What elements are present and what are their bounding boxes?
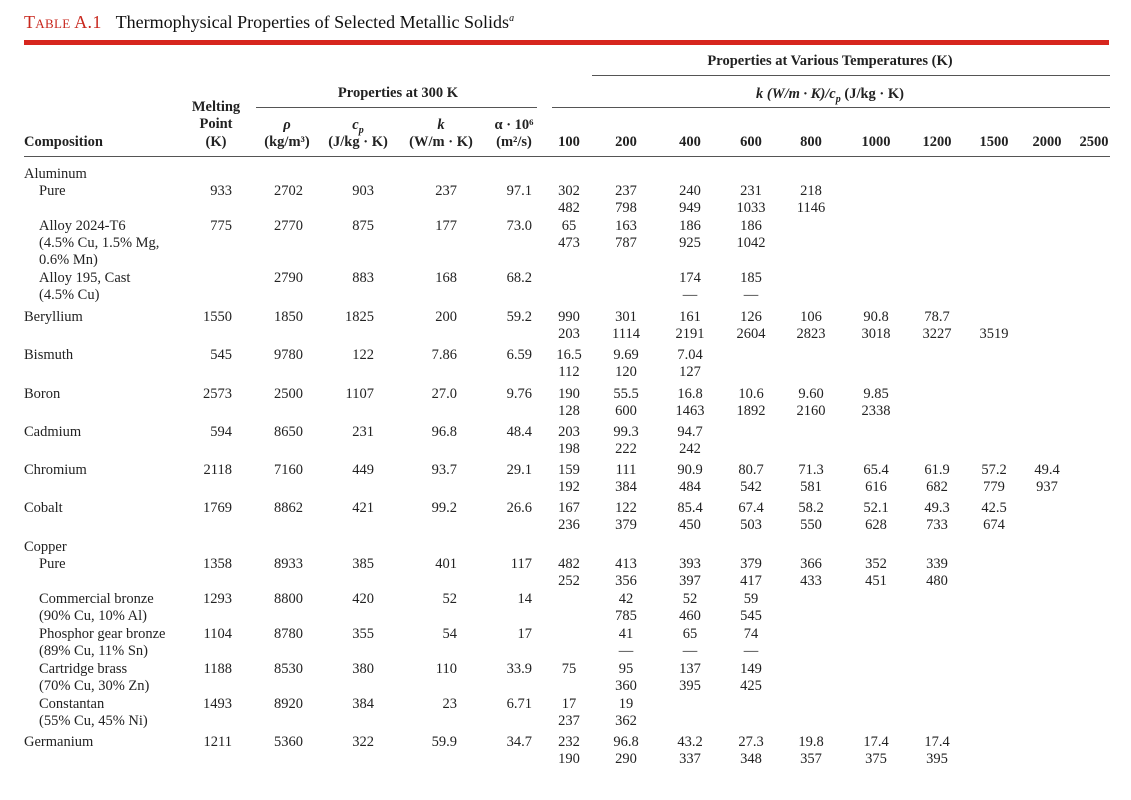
cp-value-cell: 2160	[796, 403, 826, 419]
k-value-cell: 96.8	[613, 734, 639, 750]
cp-value-cell: 949	[679, 200, 701, 216]
cp-value-cell: 480	[926, 573, 948, 589]
cp-value-cell: 397	[679, 573, 701, 589]
cp-value-cell: 222	[615, 441, 637, 457]
rho-cell: 8530	[274, 661, 303, 677]
k-value-cell: 49.4	[1034, 462, 1060, 478]
k-value-cell: 52.1	[863, 500, 889, 516]
alpha-cell: 26.6	[506, 500, 532, 516]
cp-value-cell: 779	[983, 479, 1005, 495]
cp-value-cell: 348	[740, 751, 762, 767]
alpha-cell: 17	[517, 626, 532, 642]
cp-value-cell: 545	[740, 608, 762, 624]
composition-cell: (70% Cu, 30% Zn)	[39, 678, 150, 694]
k-value-cell: 9.69	[613, 347, 639, 363]
cp-value-cell: 120	[615, 364, 637, 380]
k-value-cell: 352	[865, 556, 887, 572]
rho-cell: 9780	[274, 347, 303, 363]
k-symbol: k	[437, 117, 445, 133]
k-value-cell: 16.5	[556, 347, 582, 363]
melting-header-line-2: Point	[199, 116, 233, 132]
various-temps-header: Properties at Various Temperatures (K)	[707, 53, 953, 69]
temp-header-2500: 2500	[1079, 134, 1109, 150]
mp-cell: 1188	[203, 661, 232, 677]
mp-cell: 1358	[203, 556, 232, 572]
cp-value-cell: 198	[558, 441, 580, 457]
mp-cell: 1293	[203, 591, 232, 607]
cp-value-cell: 192	[558, 479, 580, 495]
k-value-cell: 413	[615, 556, 637, 572]
k-value-cell: 232	[558, 734, 580, 750]
mp-cell: 1493	[203, 696, 232, 712]
alpha-cell: 48.4	[506, 424, 532, 440]
rho-cell: 7160	[274, 462, 303, 478]
mp-cell: 775	[210, 218, 232, 234]
cp-value-cell: 190	[558, 751, 580, 767]
k-cell: 237	[435, 183, 457, 199]
cp-value-cell: 1042	[736, 235, 766, 251]
k-value-cell: 137	[679, 661, 701, 677]
mp-cell: 545	[210, 347, 232, 363]
cp-value-cell: 417	[740, 573, 762, 589]
k-value-cell: 16.8	[677, 386, 703, 402]
mp-cell: 2118	[203, 462, 232, 478]
alpha-cell: 14	[517, 591, 532, 607]
alpha-cell: 59.2	[506, 309, 532, 325]
k-cell: 93.7	[431, 462, 457, 478]
k-cell: 96.8	[431, 424, 457, 440]
rho-unit: (kg/m³)	[264, 134, 310, 150]
alpha-cell: 29.1	[506, 462, 532, 478]
rho-cell: 8780	[274, 626, 303, 642]
alpha-symbol: α · 10⁶	[494, 117, 534, 133]
cp-value-cell: 451	[865, 573, 887, 589]
k-value-cell: 379	[740, 556, 762, 572]
cp-value-cell: 3018	[861, 326, 891, 342]
k-value-cell: 58.2	[798, 500, 824, 516]
k-cell: 59.9	[431, 734, 457, 750]
cp-value-cell: —	[682, 287, 698, 303]
k-value-cell: 94.7	[677, 424, 703, 440]
k-value-cell: 339	[926, 556, 948, 572]
cp-value-cell: 616	[865, 479, 887, 495]
k-value-cell: 75	[561, 661, 577, 677]
k-unit: (W/m · K)	[409, 134, 473, 150]
composition-cell: Cobalt	[24, 500, 63, 516]
composition-cell: (89% Cu, 11% Sn)	[39, 643, 149, 659]
cp-unit: (J/kg · K)	[328, 134, 388, 150]
cp-value-cell: 237	[558, 713, 580, 729]
cp-cell: 122	[352, 347, 374, 363]
k-cp-header: k $(W/m \cdot K)/c_p$ (J/kg · K)	[756, 86, 904, 105]
alpha-cell: 73.0	[506, 218, 532, 234]
alpha-cell: 33.9	[506, 661, 532, 677]
cp-cell: 420	[352, 591, 374, 607]
k-value-cell: 7.04	[677, 347, 703, 363]
k-cell: 23	[442, 696, 457, 712]
cp-value-cell: 203	[558, 326, 580, 342]
k-value-cell: 9.60	[798, 386, 824, 402]
rho-cell: 8933	[274, 556, 303, 572]
rho-cell: 5360	[274, 734, 303, 750]
k-value-cell: 49.3	[924, 500, 950, 516]
cp-value-cell: 484	[679, 479, 701, 495]
k-value-cell: 85.4	[677, 500, 703, 516]
composition-cell: Constantan	[39, 696, 105, 712]
composition-cell: 0.6% Mn)	[39, 252, 98, 268]
k-value-cell: 9.85	[863, 386, 889, 402]
k-cell: 177	[435, 218, 457, 234]
cp-value-cell: 2191	[675, 326, 705, 342]
rho-cell: 8650	[274, 424, 303, 440]
composition-cell: Bismuth	[24, 347, 74, 363]
mp-cell: 2573	[203, 386, 232, 402]
composition-cell: Beryllium	[24, 309, 83, 325]
k-value-cell: 27.3	[738, 734, 764, 750]
cp-cell: 385	[352, 556, 374, 572]
k-value-cell: 218	[800, 183, 822, 199]
rho-symbol: ρ	[283, 117, 291, 133]
cp-value-cell: 581	[800, 479, 822, 495]
k-value-cell: 231	[740, 183, 762, 199]
k-value-cell: 393	[679, 556, 701, 572]
header-rule-k-cp	[552, 107, 1110, 108]
k-cell: 27.0	[431, 386, 457, 402]
cp-value-cell: 242	[679, 441, 701, 457]
cp-value-cell: 798	[615, 200, 637, 216]
cp-value-cell: 375	[865, 751, 887, 767]
k-value-cell: 90.9	[677, 462, 703, 478]
k-value-cell: 190	[558, 386, 580, 402]
cp-value-cell: 473	[558, 235, 580, 251]
k-value-cell: 122	[615, 500, 637, 516]
cp-cell: 380	[352, 661, 374, 677]
k-value-cell: 19.8	[798, 734, 824, 750]
k-value-cell: 111	[615, 462, 637, 478]
k-value-cell: 174	[679, 270, 701, 286]
k-value-cell: 240	[679, 183, 701, 199]
mp-cell: 933	[210, 183, 232, 199]
composition-cell: (90% Cu, 10% Al)	[39, 608, 147, 624]
table-caption	[24, 12, 514, 33]
cp-value-cell: 290	[615, 751, 637, 767]
k-value-cell: 71.3	[798, 462, 824, 478]
k-value-cell: 74	[743, 626, 759, 642]
k-value-cell: 99.3	[613, 424, 639, 440]
cp-value-cell: 3519	[979, 326, 1009, 342]
composition-cell: (55% Cu, 45% Ni)	[39, 713, 148, 729]
cp-value-cell: 1114	[612, 326, 640, 342]
k-value-cell: 41	[618, 626, 634, 642]
k-value-cell: 80.7	[738, 462, 764, 478]
cp-cell: 1825	[345, 309, 374, 325]
melting-header-line-1: Melting	[191, 99, 241, 115]
temp-header-1200: 1200	[922, 134, 952, 150]
k-value-cell: 126	[740, 309, 762, 325]
cp-cell: 355	[352, 626, 374, 642]
composition-cell: Phosphor gear bronze	[39, 626, 166, 642]
k-value-cell: 203	[558, 424, 580, 440]
cp-value-cell: —	[743, 643, 759, 659]
cp-value-cell: 362	[615, 713, 637, 729]
cp-value-cell: 787	[615, 235, 637, 251]
k-value-cell: 366	[800, 556, 822, 572]
composition-cell: Chromium	[24, 462, 87, 478]
cp-value-cell: 112	[558, 364, 580, 380]
k-value-cell: 161	[679, 309, 701, 325]
cp-value-cell: 1463	[675, 403, 705, 419]
cp-cell: 883	[352, 270, 374, 286]
cp-value-cell: —	[618, 643, 634, 659]
k-value-cell: 17	[561, 696, 577, 712]
alpha-cell: 6.59	[506, 347, 532, 363]
cp-value-cell: —	[682, 643, 698, 659]
cp-value-cell: 395	[679, 678, 701, 694]
header-rule-bottom	[24, 156, 1110, 157]
cp-value-cell: 1033	[736, 200, 766, 216]
cp-value-cell: 925	[679, 235, 701, 251]
alpha-cell: 68.2	[506, 270, 532, 286]
k-value-cell: 95	[618, 661, 634, 677]
cp-value-cell: 425	[740, 678, 762, 694]
temp-header-600: 600	[740, 134, 762, 150]
rho-cell: 2790	[274, 270, 303, 286]
k-value-cell: 65	[682, 626, 698, 642]
cp-value-cell: 384	[615, 479, 637, 495]
cp-cell: 449	[352, 462, 374, 478]
cp-value-cell: 360	[615, 678, 637, 694]
mp-cell: 594	[210, 424, 232, 440]
temp-header-1500: 1500	[979, 134, 1009, 150]
k-cell: 54	[442, 626, 457, 642]
temp-header-1000: 1000	[861, 134, 891, 150]
header-rule-props-300	[256, 107, 537, 108]
k-value-cell: 52	[682, 591, 698, 607]
cp-value-cell: 1892	[736, 403, 766, 419]
k-value-cell: 185	[740, 270, 762, 286]
temp-header-2000: 2000	[1032, 134, 1062, 150]
k-value-cell: 159	[558, 462, 580, 478]
alpha-cell: 9.76	[506, 386, 532, 402]
rho-cell: 2702	[274, 183, 303, 199]
k-value-cell: 42.5	[981, 500, 1007, 516]
k-value-cell: 301	[615, 309, 637, 325]
k-value-cell: 59	[743, 591, 759, 607]
composition-cell: Cadmium	[24, 424, 82, 440]
composition-cell: Boron	[24, 386, 61, 402]
k-value-cell: 990	[558, 309, 580, 325]
mp-cell: 1769	[203, 500, 232, 516]
composition-cell: Cartridge brass	[39, 661, 128, 677]
cp-value-cell: 433	[800, 573, 822, 589]
cp-value-cell: 542	[740, 479, 762, 495]
alpha-cell: 97.1	[506, 183, 532, 199]
cp-symbol: $c_p$	[352, 117, 364, 136]
cp-value-cell: 395	[926, 751, 948, 767]
k-value-cell: 10.6	[738, 386, 764, 402]
k-cell: 99.2	[431, 500, 457, 516]
cp-value-cell: 450	[679, 517, 701, 533]
k-value-cell: 55.5	[613, 386, 639, 402]
cp-cell: 384	[352, 696, 374, 712]
alpha-cell: 117	[510, 556, 532, 572]
composition-cell: Pure	[39, 556, 66, 572]
cp-value-cell: 357	[800, 751, 822, 767]
cp-value-cell: 236	[558, 517, 580, 533]
k-value-cell: 302	[558, 183, 580, 199]
cp-cell: 903	[352, 183, 374, 199]
mp-cell: 1211	[203, 734, 232, 750]
temp-header-800: 800	[800, 134, 822, 150]
props-300-header: Properties at 300 K	[337, 85, 459, 101]
cp-value-cell: 1146	[796, 200, 826, 216]
k-value-cell: 17.4	[863, 734, 889, 750]
composition-header: Composition	[24, 134, 103, 150]
cp-cell: 322	[352, 734, 374, 750]
header-rule-various-temps	[592, 75, 1110, 76]
k-value-cell: 67.4	[738, 500, 764, 516]
k-value-cell: 61.9	[924, 462, 950, 478]
composition-cell: Alloy 2024-T6	[39, 218, 126, 234]
k-value-cell: 78.7	[924, 309, 950, 325]
cp-value-cell: 127	[679, 364, 701, 380]
temp-header-200: 200	[615, 134, 637, 150]
cp-value-cell: 2338	[861, 403, 891, 419]
rho-cell: 1850	[274, 309, 303, 325]
composition-cell: Alloy 195, Cast	[39, 270, 131, 286]
k-value-cell: 57.2	[981, 462, 1007, 478]
k-cell: 52	[442, 591, 457, 607]
cp-value-cell: 2823	[796, 326, 826, 342]
temp-header-100: 100	[558, 134, 580, 150]
cp-value-cell: 2604	[736, 326, 766, 342]
k-cell: 168	[435, 270, 457, 286]
k-value-cell: 237	[615, 183, 637, 199]
cp-value-cell: 733	[926, 517, 948, 533]
composition-cell: Aluminum	[24, 166, 87, 182]
temp-header-400: 400	[679, 134, 701, 150]
k-value-cell: 19	[618, 696, 634, 712]
alpha-cell: 6.71	[506, 696, 532, 712]
rho-cell: 2770	[274, 218, 303, 234]
cp-value-cell: 379	[615, 517, 637, 533]
rho-cell: 8862	[274, 500, 303, 516]
k-value-cell: 186	[679, 218, 701, 234]
caption-red-rule	[24, 40, 1109, 45]
footnote-mark: a	[509, 13, 515, 24]
composition-cell: Commercial bronze	[39, 591, 154, 607]
k-value-cell: 167	[558, 500, 580, 516]
k-value-cell: 17.4	[924, 734, 950, 750]
cp-value-cell: 682	[926, 479, 948, 495]
k-value-cell: 65.4	[863, 462, 889, 478]
cp-value-cell: 356	[615, 573, 637, 589]
k-value-cell: 149	[740, 661, 762, 677]
composition-cell: Pure	[39, 183, 66, 199]
composition-cell: (4.5% Cu, 1.5% Mg,	[39, 235, 160, 251]
k-cell: 401	[435, 556, 457, 572]
table-title: Thermophysical Properties of Selected Metallic Solids	[115, 12, 510, 32]
cp-value-cell: 3227	[922, 326, 952, 342]
mp-cell: 1104	[203, 626, 232, 642]
cp-value-cell: 337	[679, 751, 701, 767]
k-value-cell: 65	[561, 218, 577, 234]
k-cell: 200	[435, 309, 457, 325]
k-value-cell: 186	[740, 218, 762, 234]
cp-cell: 875	[352, 218, 374, 234]
composition-cell: (4.5% Cu)	[39, 287, 100, 303]
cp-value-cell: 482	[558, 200, 580, 216]
rho-cell: 2500	[274, 386, 303, 402]
cp-value-cell: 128	[558, 403, 580, 419]
cp-value-cell: 460	[679, 608, 701, 624]
cp-value-cell: 252	[558, 573, 580, 589]
cp-value-cell: 600	[615, 403, 637, 419]
rho-cell: 8920	[274, 696, 303, 712]
k-cell: 7.86	[431, 347, 457, 363]
cp-cell: 231	[352, 424, 374, 440]
cp-value-cell: —	[743, 287, 759, 303]
cp-value-cell: 785	[615, 608, 637, 624]
composition-cell: Copper	[24, 539, 67, 555]
cp-value-cell: 674	[983, 517, 1005, 533]
melting-header-line-3: (K)	[205, 134, 227, 150]
k-value-cell: 106	[800, 309, 822, 325]
cp-value-cell: 550	[800, 517, 822, 533]
mp-cell: 1550	[203, 309, 232, 325]
cp-value-cell: 937	[1036, 479, 1058, 495]
k-value-cell: 163	[615, 218, 637, 234]
cp-cell: 421	[352, 500, 374, 516]
rho-cell: 8800	[274, 591, 303, 607]
k-value-cell: 482	[558, 556, 580, 572]
k-value-cell: 43.2	[677, 734, 703, 750]
table-label: Table A.1	[24, 12, 102, 32]
cp-cell: 1107	[345, 386, 374, 402]
alpha-unit: (m²/s)	[496, 134, 532, 150]
alpha-cell: 34.7	[506, 734, 532, 750]
composition-cell: Germanium	[24, 734, 94, 750]
k-value-cell: 42	[618, 591, 634, 607]
cp-value-cell: 503	[740, 517, 762, 533]
cp-value-cell: 628	[865, 517, 887, 533]
k-cell: 110	[435, 661, 457, 677]
k-value-cell: 90.8	[863, 309, 889, 325]
